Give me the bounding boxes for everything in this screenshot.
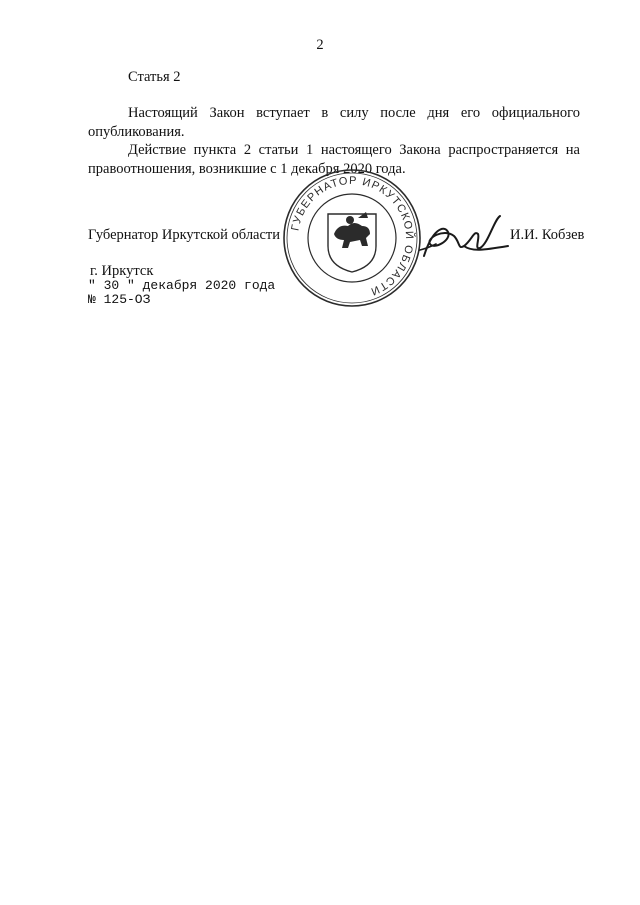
city: г. Иркутск bbox=[90, 263, 154, 279]
seal-text: ГУБЕРНАТОР ИРКУТСКОЙ ОБЛАСТИ bbox=[289, 174, 416, 298]
official-seal bbox=[282, 168, 422, 308]
seal-rings bbox=[284, 170, 420, 306]
article-heading: Статья 2 bbox=[128, 69, 181, 85]
paragraph-scope: Действие пункта 2 статьи 1 настоящего Закона распространяется на правоотношения, возникшие с 1 декабря 2020 года. bbox=[88, 142, 580, 177]
document-number: № 125-ОЗ bbox=[88, 292, 151, 307]
governor-name: И.И. Кобзев bbox=[510, 227, 585, 243]
document-date: " 30 " декабря 2020 года bbox=[88, 278, 276, 293]
coat-of-arms-icon bbox=[328, 212, 376, 272]
handwritten-signature bbox=[414, 210, 510, 270]
governor-title: Губернатор Иркутской области bbox=[88, 227, 281, 243]
paragraph-effective-date: Настоящий Закон вступает в силу после дня его официального опубликования. bbox=[88, 105, 580, 140]
page-number: 2 bbox=[316, 37, 324, 53]
